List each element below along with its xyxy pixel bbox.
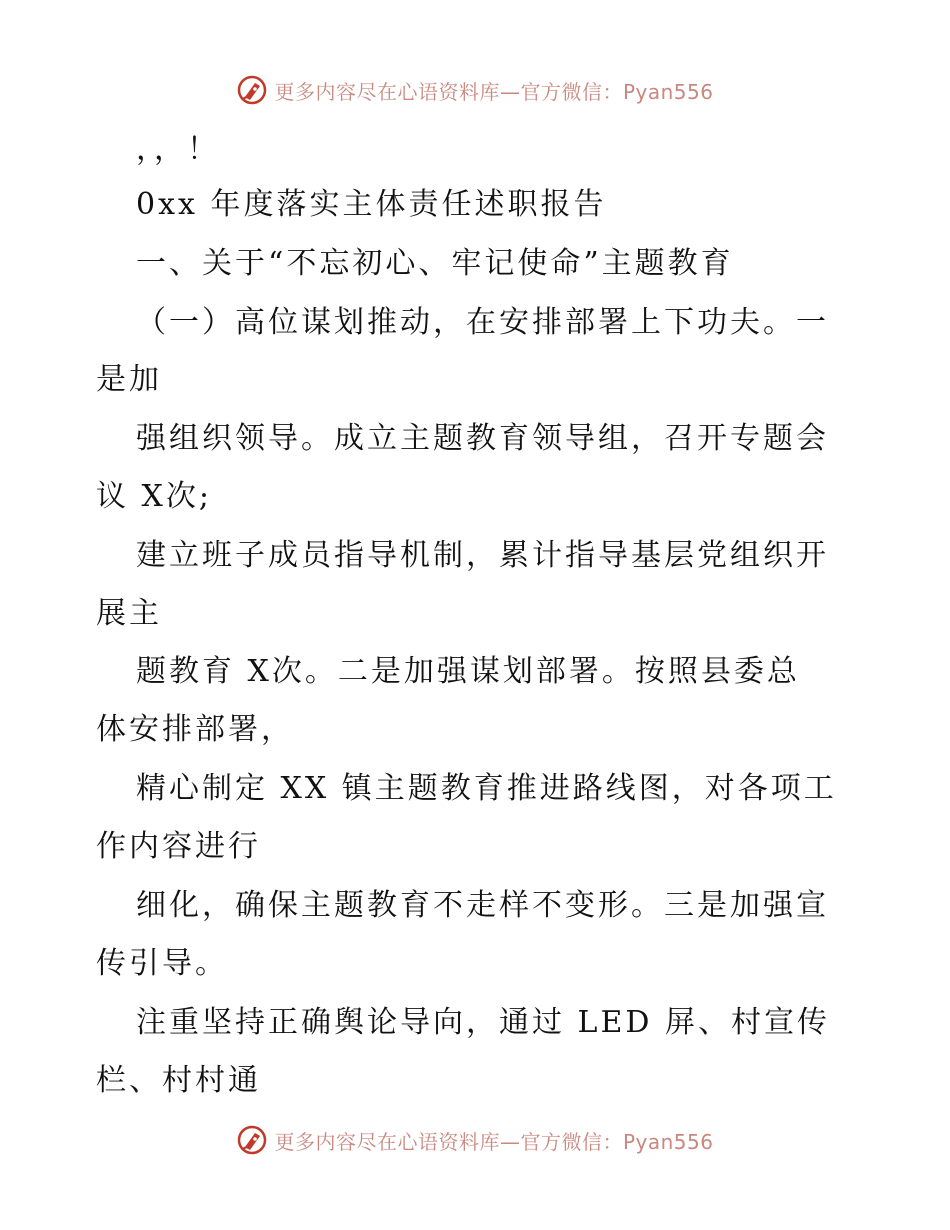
subsection-heading: （一）高位谋划推动，在安排部署上下功夫。一 <box>136 305 829 340</box>
body-line: 作内容进行 <box>96 829 261 864</box>
body-line: 强组织领导。成立主题教育领导组，召开专题会 <box>136 421 829 456</box>
body-line: 栏、村村通 <box>96 1063 261 1098</box>
pen-nib-logo-icon <box>236 1124 268 1156</box>
body-line: 是加 <box>96 362 162 397</box>
body-line: 注重坚持正确舆论导向，通过 LED 屏、村宣传 <box>136 1005 830 1040</box>
body-line: 议 X次; <box>96 479 213 514</box>
document-title: 0xx 年度落实主体责任述职报告 <box>136 187 607 222</box>
body-line: 体安排部署， <box>96 712 294 747</box>
body-line: 精心制定 XX 镇主题教育推进路线图，对各项工 <box>136 771 837 806</box>
header-banner <box>0 70 950 110</box>
header-banner-text: 更多内容尽在心语资料库—官方微信：Pyan556 <box>274 79 714 104</box>
body-line: 建立班子成员指导机制，累计指导基层党组织开 <box>136 538 829 573</box>
footer-banner-text: 更多内容尽在心语资料库—官方微信：Pyan556 <box>274 1129 714 1154</box>
section-heading: 一、关于“不忘初心、牢记使命”主题教育 <box>136 246 734 281</box>
pen-nib-logo-icon <box>236 74 268 106</box>
body-line: 题教育 X次。二是加强谋划部署。按照县委总 <box>136 654 800 689</box>
body-line: ，，！ <box>136 132 220 167</box>
footer-banner <box>0 1120 950 1160</box>
body-line: 展主 <box>96 596 162 631</box>
body-line: 传引导。 <box>96 946 228 981</box>
body-line: 细化，确保主题教育不走样不变形。三是加强宣 <box>136 888 829 923</box>
